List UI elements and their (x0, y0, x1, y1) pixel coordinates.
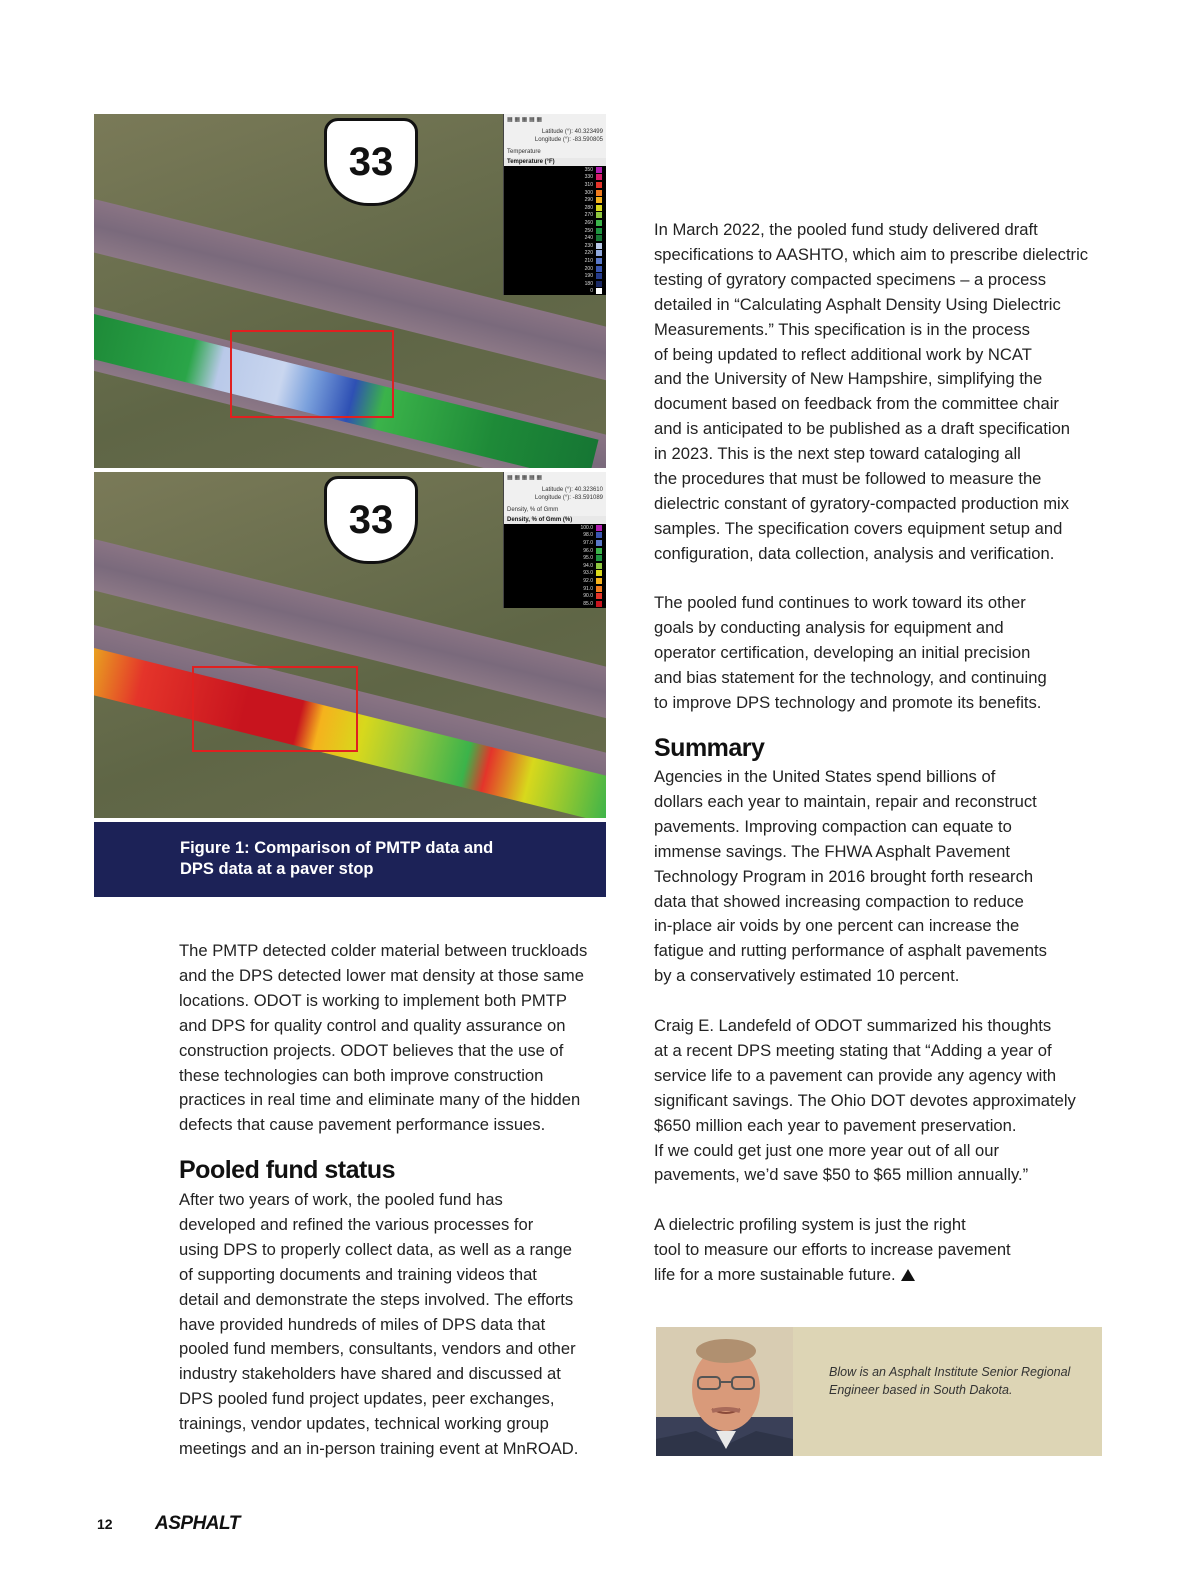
legend-value: 93.0 (583, 570, 593, 577)
legend-value: 240 (584, 235, 593, 242)
legend-entry (504, 524, 606, 532)
legend-title: Temperature (°F) (504, 158, 606, 166)
legend-swatch (596, 197, 602, 203)
legend-swatch (596, 235, 602, 241)
legend-value: 96.0 (583, 547, 593, 554)
legend-entry (504, 234, 606, 242)
right-paragraph-1: In March 2022, the pooled fund study delivered draft specifications to AASHTO, which aim to prescribe dielectric testing of gyratory compacted specimens – a process detailed in “Calculating Asphalt Density Using Dielectric Measurements.” This specification is in the process of being updated to reflect additional work by NCAT and the University of New Hampshire, simplifying the document based on feedback from the committee chair and is anticipated to be published as a draft specification in 2023. This is the next step toward cataloging all the procedures that must be followed to measure the dielectric constant of gyratory-compacted production mix samples. The specification covers equipment setup and configuration, data collection, analysis and verification. (654, 220, 1089, 563)
density-legend (503, 472, 606, 608)
legend-entry (504, 219, 606, 227)
legend-entry (504, 196, 606, 204)
left-paragraph-2: After two years of work, the pooled fund has developed and refined the various processes for using DPS to properly collect data, as well as a range of supporting documents and training videos that detail and demonstrate the steps involved. The efforts have provided hundreds of miles of DPS data that pooled fund members, consultants, vendors and other industry stakeholders have shared and discussed at DPS pooled fund project updates, peer exchanges, trainings, vendor updates, technical working group meetings and an in-person training event at MnROAD. (179, 1190, 579, 1459)
highlight-box (192, 666, 358, 752)
legend-swatch (596, 190, 602, 196)
highlight-box (230, 330, 394, 418)
legend-swatch (596, 563, 602, 569)
end-mark-icon (901, 1269, 915, 1281)
legend-entry (504, 547, 606, 555)
figure-caption-box (94, 822, 606, 897)
legend-value: 85.0 (583, 600, 593, 607)
legend-swatch (596, 288, 602, 294)
legend-value: 300 (584, 189, 593, 196)
legend-entry (504, 250, 606, 258)
legend-dropdown: Density, % of Gmm (504, 504, 606, 516)
legend-swatch (596, 578, 602, 584)
legend-value: 270 (584, 212, 593, 219)
legend-coordinate: Latitude (°): 40.323610 (541, 487, 603, 493)
legend-coordinate: Longitude (°): -83.590805 (534, 137, 603, 143)
legend-swatch (596, 182, 602, 188)
legend-entry (504, 257, 606, 265)
left-paragraph-1: The PMTP detected colder material between truckloads and the DPS detected lower mat density at those same locations. ODOT is working to implement both PMTP and DPS for quality control and quality assurance on construction projects. ODOT believes that the use of these technologies can both improve construction practices in real time and eliminate many of the hidden defects that cause pavement performance issues. (179, 941, 588, 1135)
legend-entry (504, 212, 606, 220)
author-bio-text: Blow is an Asphalt Institute Senior Regional Engineer based in South Dakota. (829, 1365, 1071, 1397)
legend-scale (504, 166, 606, 295)
legend-toolbar: ▦ ▦ ▦ ▦ ▦ (504, 114, 606, 126)
legend-value: 95.0 (583, 555, 593, 562)
legend-value: 190 (584, 273, 593, 280)
legend-entry (504, 242, 606, 250)
figure-bottom-panel (94, 472, 606, 818)
legend-entry (504, 592, 606, 600)
legend-swatch (596, 228, 602, 234)
author-photo (656, 1327, 793, 1456)
legend-value: 0 (590, 288, 593, 295)
legend-swatch (596, 205, 602, 211)
legend-swatch (596, 586, 602, 592)
legend-entry (504, 280, 606, 288)
legend-swatch (596, 250, 602, 256)
legend-value: 92.0 (583, 577, 593, 584)
right-paragraph-5 (654, 1213, 1114, 1288)
right-paragraph-2: The pooled fund continues to work toward its other goals by conducting analysis for equipment and operator certification, developing an initial precision and bias statement for the technology, and continuing to improve DPS technology and promote its benefits. (654, 593, 1047, 712)
legend-value: 350 (584, 166, 593, 173)
route-shield: 33 (324, 476, 418, 564)
legend-swatch (596, 555, 602, 561)
legend-swatch (596, 273, 602, 279)
legend-coordinates (504, 484, 606, 504)
legend-value: 91.0 (583, 585, 593, 592)
legend-entry (504, 272, 606, 280)
legend-entry (504, 204, 606, 212)
legend-value: 280 (584, 204, 593, 211)
legend-entry (504, 288, 606, 296)
legend-swatch (596, 258, 602, 264)
legend-entry (504, 570, 606, 578)
legend-value: 310 (584, 181, 593, 188)
heading-pooled-fund-status: Pooled fund status (179, 1156, 395, 1184)
legend-value: 220 (584, 250, 593, 257)
figure-caption: Figure 1: Comparison of PMTP data and DPS data at a paver stop (180, 839, 494, 878)
legend-swatch (596, 243, 602, 249)
legend-value: 94.0 (583, 562, 593, 569)
legend-swatch (596, 532, 602, 538)
legend-entry (504, 189, 606, 197)
figure-top-panel (94, 114, 606, 468)
route-shield: 33 (324, 118, 418, 206)
legend-value: 210 (584, 257, 593, 264)
legend-value: 290 (584, 197, 593, 204)
legend-dropdown: Temperature (504, 146, 606, 158)
legend-swatch (596, 593, 602, 599)
legend-value: 330 (584, 174, 593, 181)
legend-title: Density, % of Gmm (%) (504, 516, 606, 524)
legend-entry (504, 181, 606, 189)
legend-swatch (596, 212, 602, 218)
legend-entry (504, 562, 606, 570)
right-paragraph-3: Agencies in the United States spend billions of dollars each year to maintain, repair and reconstruct pavements. Improving compaction can equate to immense savings. The FHWA Asphalt Pavement Technology Program in 2016 brought forth research data that showed increasing compaction to reduce in-place air voids by one percent can increase the fatigue and rutting performance of asphalt pavements by a conservatively estimated 10 percent. (654, 767, 1047, 986)
legend-coordinate: Longitude (°): -83.591089 (534, 495, 603, 501)
legend-entry (504, 174, 606, 182)
legend-value: 97.0 (583, 539, 593, 546)
legend-entry (504, 577, 606, 585)
heading-summary: Summary (654, 734, 765, 762)
legend-coordinate: Latitude (°): 40.323499 (541, 129, 603, 135)
legend-value: 260 (584, 219, 593, 226)
legend-swatch (596, 220, 602, 226)
legend-swatch (596, 174, 602, 180)
legend-value: 98.0 (583, 532, 593, 539)
legend-value: 90.0 (583, 593, 593, 600)
legend-entry (504, 227, 606, 235)
legend-entry (504, 554, 606, 562)
legend-swatch (596, 167, 602, 173)
legend-entry (504, 585, 606, 593)
legend-value: 250 (584, 227, 593, 234)
magazine-brand: ASPHALT (155, 1513, 240, 1534)
legend-value: 200 (584, 265, 593, 272)
legend-coordinates (504, 126, 606, 146)
legend-entry (504, 532, 606, 540)
right-paragraph-5-text: A dielectric profiling system is just the right tool to measure our efforts to increase pavement life for a more sustainable future. (654, 1215, 1011, 1284)
legend-swatch (596, 601, 602, 607)
right-paragraph-4: Craig E. Landefeld of ODOT summarized his thoughts at a recent DPS meeting stating that “Adding a year of service life to a pavement can provide any agency with significant savings. The Ohio DOT devotes approximately $650 million each year to pavement preservation. If we could get just one more year out of all our pavements, we’d save $50 to $65 million annually.” (654, 1016, 1076, 1185)
legend-entry (504, 539, 606, 547)
legend-entry (504, 600, 606, 608)
temperature-legend (503, 114, 606, 295)
legend-entry (504, 166, 606, 174)
legend-swatch (596, 570, 602, 576)
legend-swatch (596, 266, 602, 272)
author-bio-box (656, 1327, 1102, 1456)
legend-swatch (596, 281, 602, 287)
page-number: 12 (97, 1516, 113, 1532)
legend-scale (504, 524, 606, 608)
legend-value: 230 (584, 242, 593, 249)
legend-swatch (596, 525, 602, 531)
legend-toolbar: ▦ ▦ ▦ ▦ ▦ (504, 472, 606, 484)
legend-swatch (596, 548, 602, 554)
legend-value: 180 (584, 280, 593, 287)
author-portrait-icon (656, 1327, 793, 1456)
legend-value: 100.0 (580, 524, 593, 531)
legend-swatch (596, 540, 602, 546)
legend-entry (504, 265, 606, 273)
